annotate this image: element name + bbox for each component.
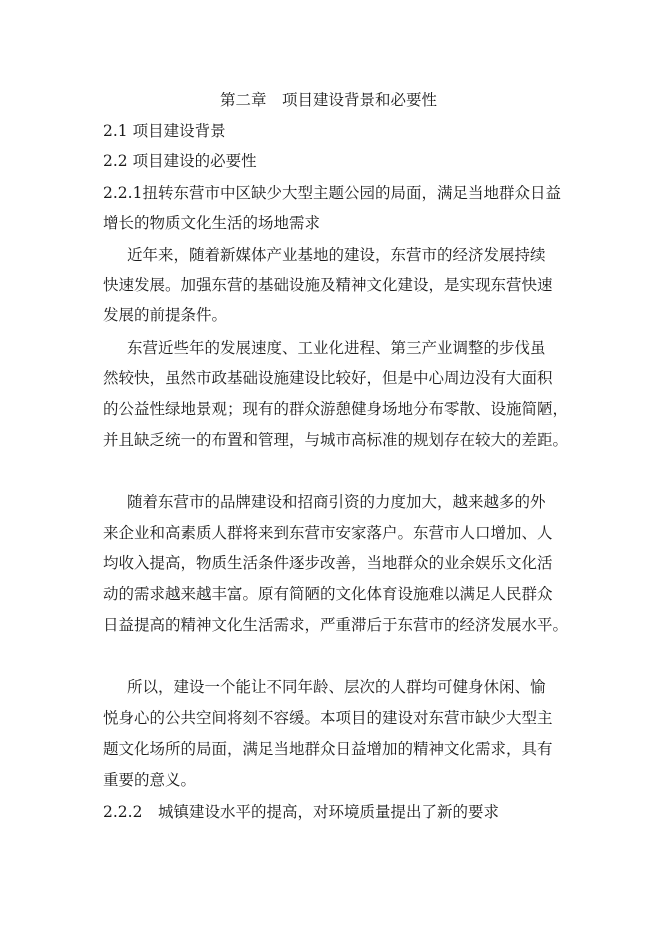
paragraph-line: 日益提高的精神文化生活需求，严重滞后于东营市的经济发展水平。 bbox=[103, 616, 569, 634]
subsection-heading-2-2-1-line: 增长的物质文化生活的场地需求 bbox=[103, 214, 321, 232]
paragraph-line: 然较快，虽然市政基础设施建设比较好，但是中心周边没有大面积 bbox=[103, 369, 553, 387]
subsection-heading-2-2-2: 2.2.2 城镇建设水平的提高，对环境质量提出了新的要求 bbox=[103, 803, 499, 821]
section-heading-2-1: 2.1 项目建设背景 bbox=[103, 122, 226, 140]
paragraph-line: 快速发展。加强东营的基础设施及精神文化建设，是实现东营快速 bbox=[103, 276, 553, 294]
paragraph-line: 题文化场所的局面，满足当地群众日益增加的精神文化需求，具有 bbox=[103, 740, 553, 758]
subsection-heading-2-2-1-line: 2.2.1扭转东营市中区缺少大型主题公园的局面，满足当地群众日益 bbox=[103, 184, 561, 202]
paragraph-line: 的公益性绿地景观；现有的群众游憩健身场地分布零散、设施简陋， bbox=[103, 400, 569, 418]
paragraph-line: 均收入提高，物质生活条件逐步改善，当地群众的业余娱乐文化活 bbox=[103, 554, 553, 572]
paragraph-line: 并且缺乏统一的布置和管理，与城市高标准的规划存在较大的差距。 bbox=[103, 431, 569, 449]
paragraph-line: 随着东营市的品牌建设和招商引资的力度加大，越来越多的外 bbox=[127, 493, 546, 511]
paragraph-line: 重要的意义。 bbox=[103, 771, 197, 789]
paragraph-line: 动的需求越来越丰富。原有简陋的文化体育设施难以满足人民群众 bbox=[103, 585, 553, 603]
section-heading-2-2: 2.2 项目建设的必要性 bbox=[103, 152, 257, 170]
paragraph-line: 来企业和高素质人群将来到东营市安家落户。东营市人口增加、人 bbox=[103, 524, 553, 542]
paragraph-line: 发展的前提条件。 bbox=[103, 306, 228, 324]
paragraph-line: 悦身心的公共空间将刻不容缓。本项目的建设对东营市缺少大型主 bbox=[103, 709, 553, 727]
paragraph-line: 所以，建设一个能让不同年龄、层次的人群均可健身休闲、愉 bbox=[127, 678, 546, 696]
paragraph-line: 东营近些年的发展速度、工业化进程、第三产业调整的步伐虽 bbox=[127, 339, 546, 357]
chapter-title: 第二章 项目建设背景和必要性 bbox=[220, 91, 438, 109]
paragraph-line: 近年来，随着新媒体产业基地的建设，东营市的经济发展持续 bbox=[127, 246, 546, 264]
